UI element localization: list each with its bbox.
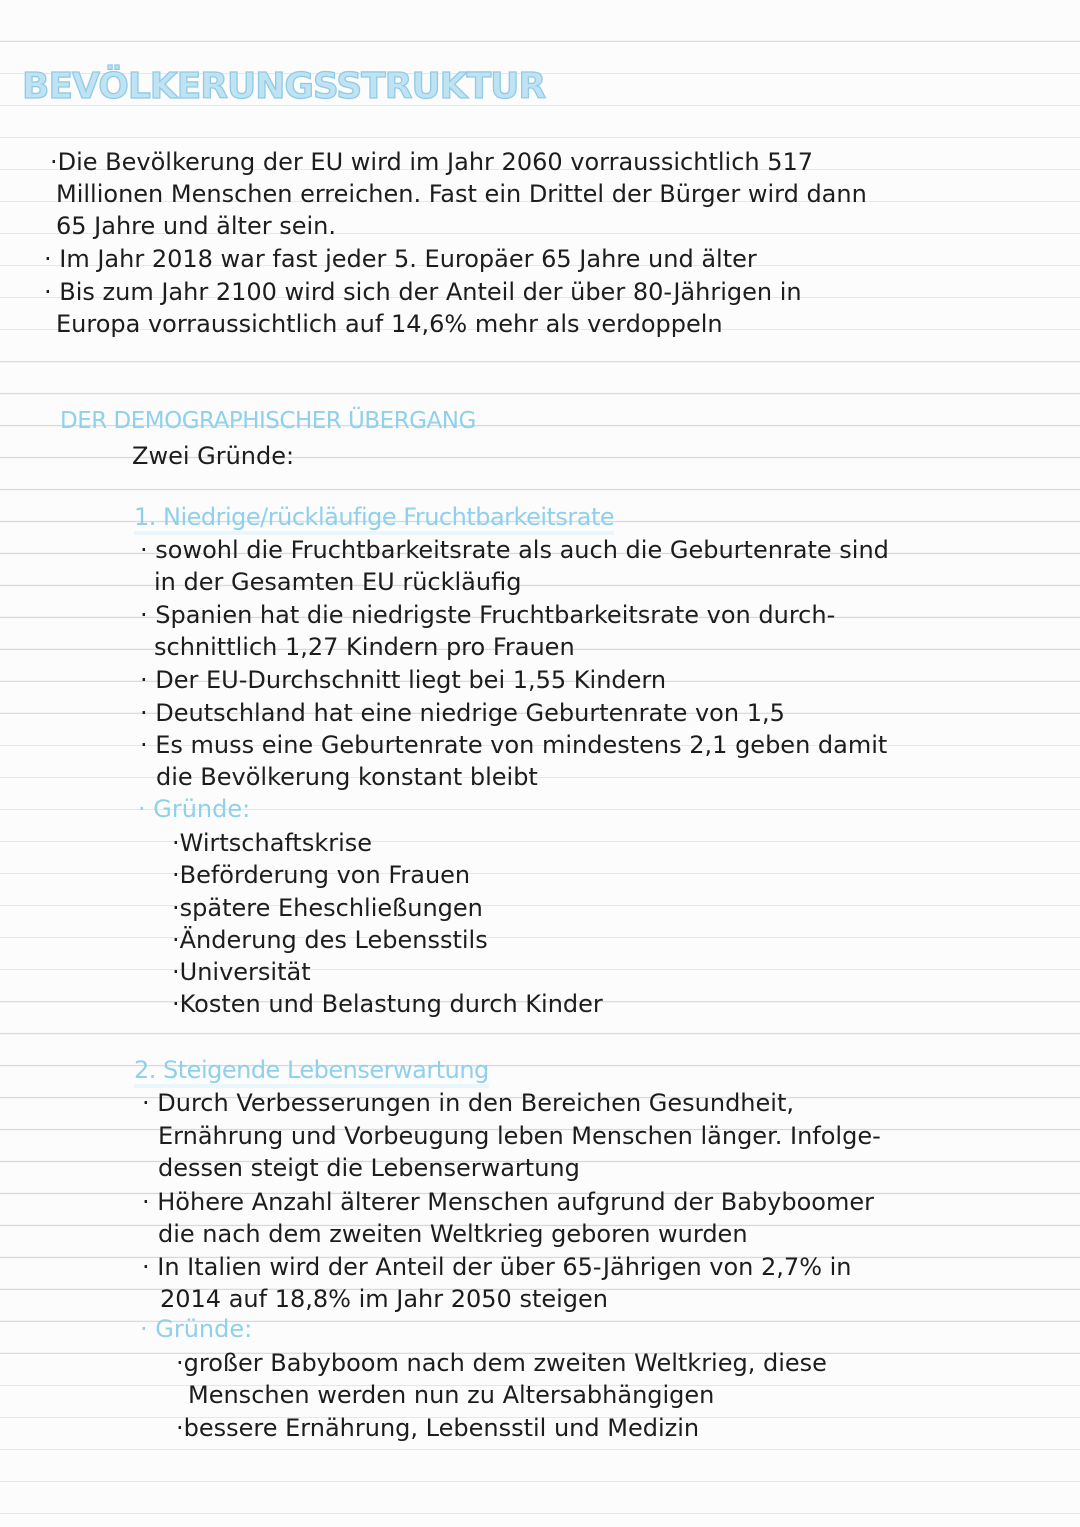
reason2-line: dessen steigt die Lebenserwartung bbox=[158, 1154, 580, 1182]
reason1-subheading: · Gründe: bbox=[138, 795, 251, 823]
intro-line: Europa vorraussichtlich auf 14,6% mehr als verdoppeln bbox=[56, 310, 723, 338]
reason2-line: · Durch Verbesserungen in den Bereichen Gesundheit, bbox=[142, 1089, 794, 1117]
reason1-subitem: ·Wirtschaftskrise bbox=[172, 829, 373, 857]
reason1-line: schnittlich 1,27 Kindern pro Frauen bbox=[154, 633, 575, 661]
reason2-line: Ernährung und Vorbeugung leben Menschen länger. Infolge- bbox=[158, 1122, 881, 1150]
reason2-subitem: ·bessere Ernährung, Lebensstil und Medizin bbox=[176, 1414, 700, 1442]
reason2-heading: 2. Steigende Lebenserwartung bbox=[134, 1056, 489, 1088]
reason1-line: · Deutschland hat eine niedrige Geburtenrate von 1,5 bbox=[140, 699, 785, 727]
reason1-heading: 1. Niedrige/rückläufige Fruchtbarkeitsrate bbox=[134, 503, 614, 535]
reasons-intro: Zwei Gründe: bbox=[132, 442, 295, 470]
reason1-subitem: ·Universität bbox=[172, 958, 311, 986]
reason2-subitem: Menschen werden nun zu Altersabhängigen bbox=[188, 1381, 715, 1409]
reason1-line: in der Gesamten EU rückläufig bbox=[154, 568, 522, 596]
intro-line: 65 Jahre und älter sein. bbox=[56, 212, 337, 240]
reason1-line: · Spanien hat die niedrigste Fruchtbarkeitsrate von durch- bbox=[140, 601, 836, 629]
reason2-subheading: · Gründe: bbox=[140, 1315, 253, 1343]
reason2-line: · In Italien wird der Anteil der über 65-Jährigen von 2,7% in bbox=[142, 1253, 852, 1281]
reason1-subitem: ·Kosten und Belastung durch Kinder bbox=[172, 990, 603, 1018]
reason1-subitem: ·Änderung des Lebensstils bbox=[172, 926, 488, 954]
section-heading: DER DEMOGRAPHISCHER ÜBERGANG bbox=[60, 408, 476, 434]
reason2-line: · Höhere Anzahl älterer Menschen aufgrund der Babyboomer bbox=[142, 1188, 874, 1216]
intro-line: ·Die Bevölkerung der EU wird im Jahr 2060 vorraussichtlich 517 bbox=[50, 148, 814, 176]
reason2-line: die nach dem zweiten Weltkrieg geboren wurden bbox=[158, 1220, 748, 1248]
intro-line: · Bis zum Jahr 2100 wird sich der Anteil der über 80-Jährigen in bbox=[44, 278, 802, 306]
reason1-subitem: ·Beförderung von Frauen bbox=[172, 861, 471, 889]
reason2-line: 2014 auf 18,8% im Jahr 2050 steigen bbox=[160, 1285, 609, 1313]
reason1-line: · sowohl die Fruchtbarkeitsrate als auch die Geburtenrate sind bbox=[140, 536, 889, 564]
reason1-line: · Der EU-Durchschnitt liegt bei 1,55 Kindern bbox=[140, 666, 667, 694]
page-title: BEVÖLKERUNGSSTRUKTUR bbox=[22, 66, 546, 107]
reason2-subitem: ·großer Babyboom nach dem zweiten Weltkrieg, diese bbox=[176, 1349, 827, 1377]
reason1-line: · Es muss eine Geburtenrate von mindestens 2,1 geben damit bbox=[140, 731, 888, 759]
reason1-subitem: ·spätere Eheschließungen bbox=[172, 894, 483, 922]
intro-line: Millionen Menschen erreichen. Fast ein Drittel der Bürger wird dann bbox=[56, 180, 867, 208]
reason1-line: die Bevölkerung konstant bleibt bbox=[156, 763, 538, 791]
intro-line: · Im Jahr 2018 war fast jeder 5. Europäer 65 Jahre und älter bbox=[44, 245, 757, 273]
